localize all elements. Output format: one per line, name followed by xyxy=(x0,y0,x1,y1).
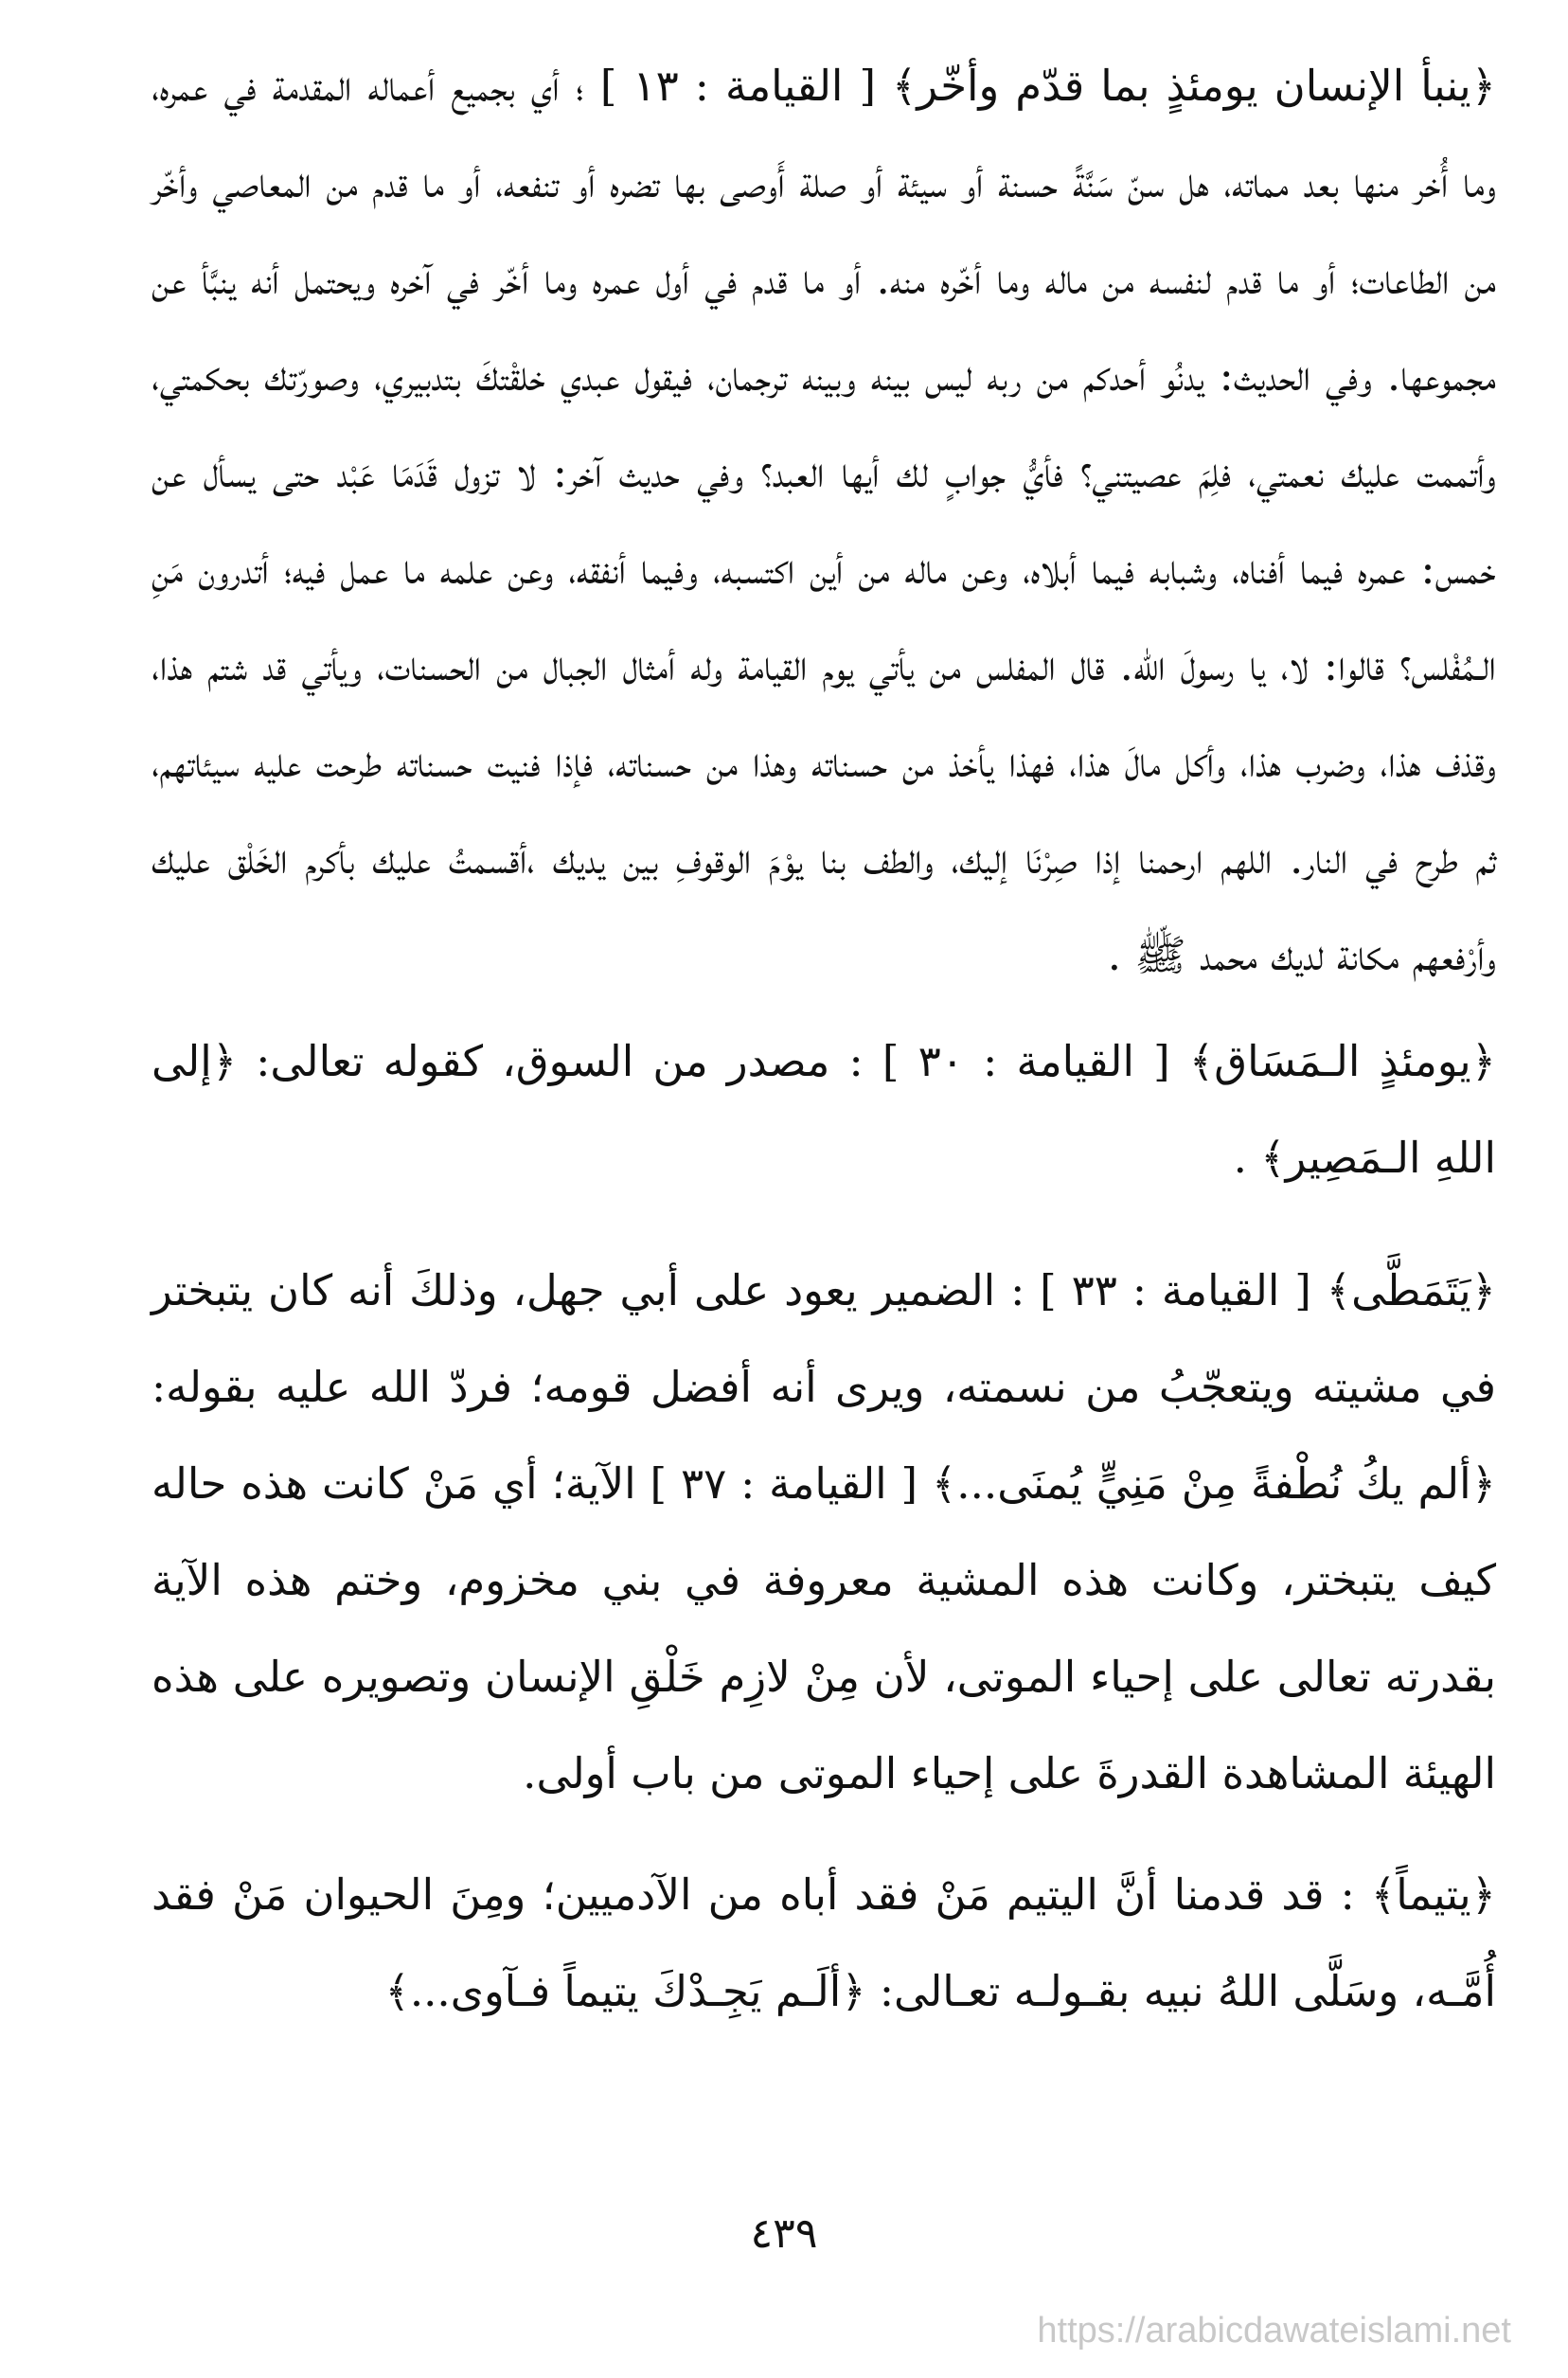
paragraph-yatamatta: ﴿يَتَمَطَّى﴾ [ القيامة : ٣٣ ] : الضمير يعود على أبي جهل، وذلكَ أنه كان يتبختر في مشيته ويتعجّبُ من نسمته، ويرى أنه أفضل قومه؛ فردّ الله عليه بقوله: ﴿ألم يكُ نُطْفةً مِنْ مَنِيٍّ يُمنَى...﴾ [ القيامة : ٣٧ ] الآية؛ أي مَنْ كانت هذه حاله كيف يتبختر، وكانت هذه المشية معروفة في بني مخزوم، وختم هذه الآية بقدرته تعالى على إحياء الموتى، لأن مِنْ لازِم خَلْقِ الإنسان وتصويره على هذه الهيئة المشاهدة القدرةَ على إحياء الموتى من باب أولى. xyxy=(151,1265,1497,1798)
watermark-url: https://arabicdawateislami.net xyxy=(1037,2311,1511,2351)
paragraph-yatiman: ﴿يتيماً﴾ : قد قدمنا أنَّ اليتيم مَنْ فقد أباه من الآدميين؛ ومِنَ الحيوان مَنْ فقد أُمَّـه، وسَلَّى اللهُ نبيه بقـولـه تعـالى: ﴿ألَـم يَجِـدْكَ يتيماً فـآوى...﴾ xyxy=(151,1869,1496,2016)
page-body xyxy=(151,38,1496,2040)
paragraph-yunabba: ﴿ينبأ الإنسان يومئذٍ بما قدّم وأخّر﴾ [ القيامة : ١٣ ] ؛ أي بجميع أعماله المقدمة في عمره، وما أُخر منها بعد مماته، هل سنّ سَنَّةً حسنة أو سيئة أو صلة أَوصى بها تضره أو تنفعه، أو ما قدم من المعاصي وأخّر من الطاعات؛ أو ما قدم لنفسه من ماله وما أخّره منه. أو ما قدم في أول عمره وما أخّر في آخره ويحتمل أنه ينبَّأ عن مجموعها. وفي الحديث: يدنُو أحدكم من ربه ليس بينه وبينه ترجمان، فيقول عبدي خلقْتكَ بتدبيري، وصورّتك بحكمتي، وأتممت عليك نعمتي، فلِمَ عصيتني؟ فأيُّ جوابٍ لك أيها العبد؟ وفي حديث آخر: لا تزول قَدَمَا عَبْد حتى يسأل عن خمس: عمره فيما أفناه، وشبابه فيما أبلاه، وعن ماله من أين اكتسبه، وفيما أنفقه، وعن علمه ما عمل فيه؛ أتدرون مَنِ الـمُفْلس؟ قالوا: لا، يا رسولَ الله. قال المفلس من يأتي يوم القيامة وله أمثال الجبال من الحسنات، ويأتي قد شتم هذا، وقذف هذا، وضرب هذا، وأكل مالَ هذا، فهذا يأخذ من حسناته وهذا من حسناته، فإذا فنيت حسناته طرحت عليه سيئاتهم، ثم طرح في النار. اللهم ارحمنا إذا صِرْنَا إليك، والطف بنا يوْمَ الوقوفِ بين يديك ،أقسمتُ عليك بأكرم الخَلْق عليك وأرْفعهم مكانة لديك محمد ﷺ . xyxy=(151,61,1497,980)
page-number: ٤٣٩ xyxy=(750,2209,818,2258)
paragraph-masaq: ﴿يومئذٍ الـمَسَاق﴾ [ القيامة : ٣٠ ] : مصدر من السوق، كقوله تعالى: ﴿إلى اللهِ الـمَصِير﴾ . xyxy=(151,1036,1496,1183)
